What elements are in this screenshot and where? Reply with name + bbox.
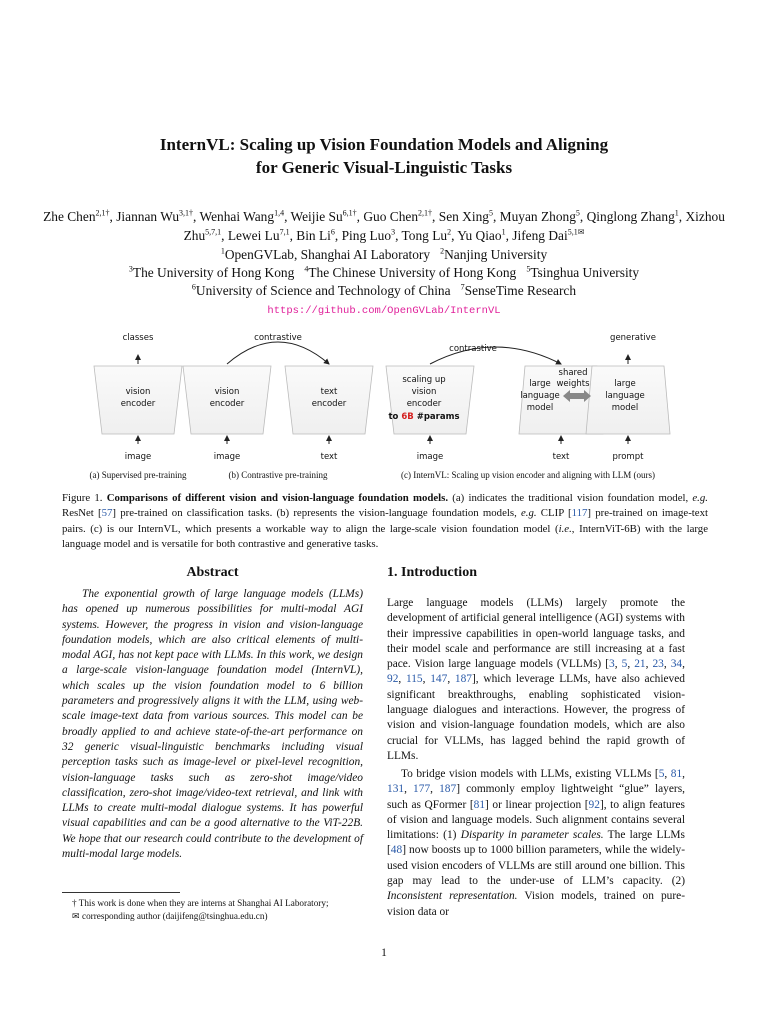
text-run: ], to align features of vision and language models. Such alignment contains several limitations: (1) [387, 798, 685, 842]
abstract-text: The exponential growth of large language models (LLMs) has opened up numerous possibilities for multi-modal AGI systems. However, the progress in vision and vision-language foundation models, which are also critical elements of multi-modal AGI, has not kept pace with LLMs. In this work, we design a large-scale vision-language foundation model (InternVL), which scales up the vision foundation model to 6 billion parameters and progressively aligns it with the LLM, using web-scale image-text data from various sources. This model can be broadly applied to and achieve state-of-the-art performance on 32 generic visual-linguistic benchmarks including visual perception tasks such as image-level or pixel-level recognition, vision-language tasks such as zero-shot image/video classification, zero-shot image/video-text retrieval, and link with LLMs to create multi-modal dialogue systems. It has powerful visual capabilities and can be a good alternative to the ViT-22B. We hope that our research could contribute to the development of multi-modal large models. [62, 588, 363, 861]
text-run: ] now boosts up to 1000 billion parameters, while the widely-used vision encoders of VLLMs are still around one billion. This gap may lead to the under-use of LLM’s capacity. (2) [387, 844, 685, 888]
fig-b-caption: (b) Contrastive pre-training [228, 470, 328, 480]
author-affiliation-marker: 6,1† [342, 208, 357, 218]
text-run: , [645, 658, 653, 671]
author-list: Zhe Chen$^{2,1\dagger}$, Jiannan $Wu^{3,1\dagger}$, Wenhai Wang$^{1,4}$, Weijie $Su^{6,1\dagger}$, Guo Chen$^{2,1\dagger}$, Sen Xing$^5$, Muyan Zhong$^5$, Qinglong Zhang$^1$, Xizhou Zhu$^{5,7,1}$, Lewei Lu$^{7,1}$, Bin Li$^6$, Ping Luo$^3$, Tong Lu$^2$, Yu Qiao$^1$, Jifeng Dai$^{5,1✉}$ [43, 208, 725, 243]
text-run: , [614, 658, 622, 671]
author-name: Jiannan Wu [116, 209, 180, 224]
fig-a-box-line1: vision [125, 387, 151, 397]
citation-link[interactable]: 92 [588, 798, 600, 811]
text-run: , [627, 658, 635, 671]
text-run: ] or linear projection [ [485, 798, 589, 811]
author-affiliation-marker: 1 [501, 227, 506, 237]
italic-text: e.g. [692, 492, 708, 504]
fig-c-caption: (c) InternVL: Scaling up vision encoder and aligning with LLM (ours) [401, 470, 655, 480]
paper-title [0, 133, 768, 179]
author-affiliation-marker: 7,1 [279, 227, 290, 237]
citation-link[interactable]: 48 [390, 844, 403, 857]
affiliation-name: Tsinghua University [530, 265, 640, 280]
citation-link[interactable]: 57 [101, 507, 113, 520]
citation-link[interactable]: 117 [571, 507, 588, 520]
author-name: Muyan Zhong [499, 209, 576, 224]
text-run: (a) indicates the traditional vision foundation model, [448, 492, 693, 504]
affiliation-marker: 4 [304, 264, 309, 274]
author-name: Qinglong Zhang [586, 209, 675, 224]
fig-c-image-label: image [416, 452, 444, 462]
footnote-1: † This work is done when they are interns at Shanghai AI Laboratory; [72, 898, 329, 908]
author-name: Sen Xing [438, 209, 489, 224]
title-line-2: for Generic Visual-Linguistic Tasks [255, 158, 513, 177]
fig-c-box1-line3: encoder [406, 399, 442, 409]
intro-paragraph-1 [387, 596, 685, 764]
text-run: , [430, 783, 440, 796]
text-run: Large language models (LLMs) largely promote the development of artificial general intelligence (AGI) systems with their impressive capabilities in open-world language tasks, and their model scale and performance are still increasing at a fast pace. Vision large language models (VLLMs) [ [387, 597, 685, 671]
fig-c-shared-line2: weights [556, 379, 590, 389]
author-affiliation-marker: 2,1† [418, 208, 433, 218]
fig-c-box2-line2: language [520, 391, 560, 401]
citation-link[interactable]: 177 [413, 783, 431, 796]
affiliation-line-2 [40, 264, 728, 282]
author-name: Bin Li [296, 228, 331, 243]
fig-c-contrastive-label: contrastive [449, 344, 497, 354]
affiliation-name: OpenGVLab, Shanghai AI Laboratory [224, 247, 431, 262]
fig-a-image-label: image [124, 452, 152, 462]
citation-link[interactable]: 92 [387, 673, 399, 686]
text-run: ] pre-trained on classification tasks. (b) represents the vision-language foundation models, [112, 507, 521, 520]
affiliation-name: The Chinese University of Hong Kong [308, 265, 517, 280]
figure-caption [62, 491, 708, 552]
affiliation-name: Nanjing University [444, 247, 548, 262]
author-affiliation-marker: 6 [330, 227, 335, 237]
fig-b-box2-line1: text [320, 387, 338, 397]
page-number: 1 [381, 947, 387, 959]
fig-c-prompt-label: prompt [612, 452, 644, 462]
text-run: , InternViT-6B) with the large language model and is versatile for both contrastive and generative tasks. [62, 522, 708, 550]
footnotes [62, 897, 363, 922]
fig-c-generative-label: generative [610, 333, 656, 343]
fig-b-box1-line2: encoder [209, 399, 245, 409]
author-affiliation-marker: 3,1† [179, 208, 194, 218]
author-name: Guo Chen [363, 209, 419, 224]
affiliation-marker: 6 [191, 282, 196, 292]
caption-bold: Comparisons of different vision and vision-language foundation models. [106, 492, 449, 504]
author-name: Weijie Su [290, 209, 343, 224]
fig-c-box1-line1: scaling up [402, 375, 446, 385]
text-run: , [398, 673, 406, 686]
author-affiliation-marker: 1,4 [274, 208, 285, 218]
text-run: The large LLMs [ [387, 829, 685, 857]
italic-text: Disparity in parameter scales. [460, 829, 604, 842]
author-affiliation-marker: 5 [575, 208, 580, 218]
citation-link[interactable]: 187 [439, 783, 457, 796]
title-line-1: InternVL: Scaling up Vision Foundation Models and Aligning [159, 135, 609, 154]
author-affiliation-marker: 3 [391, 227, 396, 237]
text-run: , [663, 658, 671, 671]
citation-link[interactable]: 34 [670, 658, 683, 671]
author-name: Tong Lu [401, 228, 448, 243]
citation-link[interactable]: 5 [621, 658, 628, 671]
citation-link[interactable]: 21 [634, 658, 646, 671]
citation-link[interactable]: 3 [609, 658, 615, 671]
text-run: , [422, 673, 431, 686]
affiliation-marker: 5 [526, 264, 531, 274]
text-run: , [682, 768, 685, 780]
fig-c-box1-params: to 6B #params [388, 412, 460, 422]
fig-c-box3-line2: language [605, 391, 645, 401]
citation-link[interactable]: 81 [670, 768, 683, 780]
fig-b-image-label: image [213, 452, 241, 462]
affiliation-name: The University of Hong Kong [132, 265, 295, 280]
affiliation-name: SenseTime Research [464, 283, 577, 298]
fig-c-box1-line2: vision [411, 387, 437, 397]
author-name: Yu Qiao [457, 228, 502, 243]
citation-link[interactable]: 81 [473, 798, 486, 811]
fig-c-text-label: text [552, 452, 570, 462]
author-name: Jifeng Dai [512, 228, 568, 243]
author-affiliation-marker: 5,7,1 [205, 227, 222, 237]
github-link[interactable]: https://github.com/OpenGVLab/InternVL [267, 305, 501, 317]
affiliation-line-1 [40, 246, 728, 264]
author-affiliation-marker: 2,1† [95, 208, 110, 218]
author-name: Xizhou Zhu [183, 209, 725, 243]
fig-c-box3-line3: model [611, 403, 639, 413]
author-affiliation-marker: 2 [447, 227, 452, 237]
author-affiliation-marker: 5 [488, 208, 493, 218]
fig-b-box1-line1: vision [214, 387, 240, 397]
fig-a-caption: (a) Supervised pre-training [89, 470, 187, 480]
text-run: , [664, 768, 671, 780]
fig-c-box3-line1: large [614, 379, 636, 389]
author-name: Lewei Lu [227, 228, 280, 243]
author-affiliation-marker: 1 [674, 208, 679, 218]
text-run: ], which leverage LLMs, have also achieved significant breakthroughs, enabling sophisticated vision-language dialogues and interactions. However, the progress of vision and vision-language foundation models, which are also crucial for VLLMs, has lagged behind the rapid growth of LLMs. [387, 673, 685, 762]
fig-a-box-line2: encoder [120, 399, 156, 409]
text-run: Vision models, trained on pure-vision data or [387, 890, 685, 918]
affiliation-marker: 7 [460, 282, 465, 292]
text-run: To bridge vision models with LLMs, existing VLLMs [ [401, 768, 659, 780]
text-run: , [404, 783, 414, 796]
citation-link[interactable]: 187 [454, 673, 472, 686]
author-affiliation-marker: 5,1✉ [567, 227, 585, 237]
italic-text: i.e. [558, 522, 572, 535]
text-run: , [682, 658, 685, 671]
abstract-heading: Abstract [186, 565, 239, 580]
text-run: CLIP [ [536, 507, 572, 520]
fig-a-classes-label: classes [122, 333, 154, 343]
affiliation-name: University of Science and Technology of China [195, 283, 451, 298]
italic-text: e.g. [521, 507, 537, 520]
affiliation-marker: 2 [440, 246, 445, 256]
affiliation-marker: 1 [220, 246, 225, 256]
citation-link[interactable]: 23 [652, 658, 664, 671]
fig-c-box2-line3: model [526, 403, 554, 413]
fig-c-box2-line1: large [529, 379, 551, 389]
intro-paragraph-2 [387, 767, 685, 920]
text-run: , [447, 673, 455, 686]
affiliation-line-3 [40, 282, 728, 300]
italic-text: Inconsistent representation. [387, 890, 518, 903]
text-run: ] pre-trained on image-text pairs. (c) is our InternVL, which presents a workable way to align the large-scale vision foundation model ( [62, 507, 708, 535]
citation-link[interactable]: 5 [658, 768, 665, 780]
introduction-heading: 1. Introduction [387, 565, 477, 580]
figure-1-diagram [70, 326, 698, 482]
fig-b-box2-line2: encoder [311, 399, 347, 409]
footnote-2: ✉ corresponding author (daijifeng@tsinghua.edu.cn) [72, 910, 268, 921]
footnote-divider [62, 892, 180, 893]
fig-b-contrastive-label: contrastive [254, 333, 302, 343]
affiliation-marker: 3 [128, 264, 133, 274]
citation-link[interactable]: 115 [405, 673, 423, 686]
author-name: Ping Luo [341, 228, 392, 243]
fig-b-text-label: text [320, 452, 338, 462]
text-run: ResNet [ [62, 507, 102, 520]
citation-link[interactable]: 147 [430, 673, 448, 686]
author-name: Wenhai Wang [199, 209, 275, 224]
citation-link[interactable]: 131 [387, 783, 405, 796]
fig-c-shared-line1: shared [558, 368, 588, 378]
author-name: Zhe Chen [43, 209, 96, 224]
caption-label: Figure 1. [62, 492, 103, 504]
text-run: ] commonly employ lightweight “glue” layers, such as QFormer [ [387, 783, 685, 811]
